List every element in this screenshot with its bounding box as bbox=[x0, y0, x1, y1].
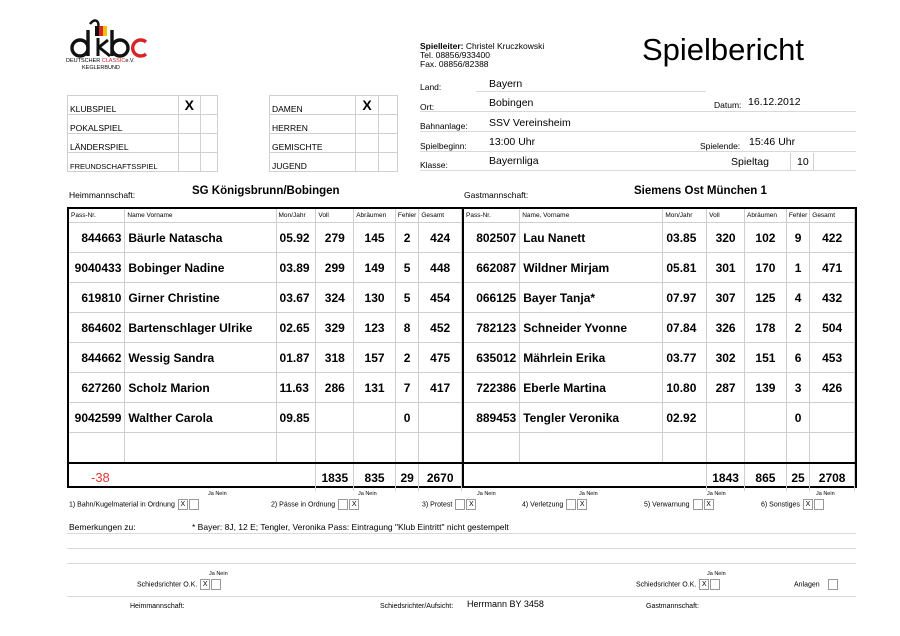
gender-label: GEMISCHTE bbox=[270, 134, 356, 153]
player-voll: 287 bbox=[707, 373, 745, 403]
player-mon: 05.81 bbox=[663, 253, 707, 283]
player-row bbox=[69, 343, 462, 373]
player-row bbox=[69, 373, 462, 403]
player-row bbox=[464, 403, 855, 433]
player-pass: 802507 bbox=[464, 223, 520, 253]
player-abr bbox=[354, 433, 396, 464]
check-nein-box[interactable] bbox=[814, 499, 824, 510]
check-item-label: 6) Sonstiges bbox=[761, 501, 800, 509]
player-fehler bbox=[395, 433, 418, 464]
player-mon bbox=[663, 433, 707, 464]
check-item bbox=[644, 499, 714, 510]
player-voll: 329 bbox=[316, 313, 354, 343]
gender-blank bbox=[378, 153, 397, 172]
col-fehler: Fehler bbox=[786, 209, 809, 223]
player-fehler: 2 bbox=[395, 223, 418, 253]
player-voll bbox=[316, 403, 354, 433]
match-type-grid bbox=[67, 95, 218, 172]
player-row bbox=[464, 373, 855, 403]
player-row bbox=[69, 253, 462, 283]
player-abr: 123 bbox=[354, 313, 396, 343]
player-abr bbox=[745, 433, 787, 464]
player-abr: 170 bbox=[745, 253, 787, 283]
footer-schiri-ok-left bbox=[137, 579, 221, 590]
player-name: Bayer Tanja* bbox=[520, 283, 663, 313]
guest-total-voll: 1843 bbox=[707, 463, 745, 491]
player-row bbox=[464, 433, 855, 464]
player-mon: 09.85 bbox=[276, 403, 316, 433]
score-table bbox=[67, 207, 857, 488]
player-mon: 03.77 bbox=[663, 343, 707, 373]
check-item-label: 1) Bahn/Kugelmaterial in Ordnung bbox=[69, 501, 175, 509]
match-type-mark[interactable]: X bbox=[178, 96, 200, 115]
player-gesamt: 471 bbox=[810, 253, 855, 283]
check-ja-nein-header: Ja Nein bbox=[579, 491, 598, 497]
guest-table bbox=[464, 209, 855, 491]
match-type-label: LÄNDERSPIEL bbox=[68, 134, 179, 153]
player-gesamt bbox=[810, 433, 855, 464]
info-datum-label: Datum: bbox=[714, 100, 742, 110]
info-bahnanlage-value: SSV Vereinsheim bbox=[489, 117, 571, 129]
check-ja-nein-header: Ja Nein bbox=[208, 491, 227, 497]
guest-body bbox=[464, 223, 855, 464]
player-name bbox=[520, 433, 663, 464]
player-pass: 782123 bbox=[464, 313, 520, 343]
footer-ja-nein-left: Ja Nein bbox=[209, 571, 228, 577]
gender-label: HERREN bbox=[270, 115, 356, 134]
player-row bbox=[464, 223, 855, 253]
player-mon: 03.85 bbox=[663, 223, 707, 253]
match-type-mark[interactable] bbox=[178, 153, 200, 172]
dkbc-logo bbox=[68, 16, 150, 72]
check-ja-nein-header: Ja Nein bbox=[358, 491, 377, 497]
check-nein-box[interactable]: X bbox=[577, 499, 587, 510]
player-name: Bobinger Nadine bbox=[125, 253, 276, 283]
footer-schiri-name: Herrmann BY 3458 bbox=[467, 599, 544, 609]
player-pass: 635012 bbox=[464, 343, 520, 373]
footer-schiri-ok-right-label: Schiedsrichter O.K. bbox=[636, 581, 697, 589]
player-abr: 125 bbox=[745, 283, 787, 313]
player-voll: 326 bbox=[707, 313, 745, 343]
player-pass: 627260 bbox=[69, 373, 125, 403]
guest-team-label: Gastmannschaft: bbox=[464, 190, 529, 200]
footer-heim-label: Heimmannschaft: bbox=[130, 603, 185, 610]
logo-figure-icon bbox=[68, 16, 150, 58]
info-land-label: Land: bbox=[420, 82, 442, 92]
info-land-value: Bayern bbox=[489, 78, 523, 90]
col-abr: Abräumen bbox=[354, 209, 396, 223]
player-gesamt: 452 bbox=[419, 313, 462, 343]
check-item bbox=[522, 499, 587, 510]
player-row bbox=[69, 283, 462, 313]
col-abr: Abräumen bbox=[745, 209, 787, 223]
info-klasse-line bbox=[420, 170, 856, 171]
info-datum-value: 16.12.2012 bbox=[748, 96, 801, 108]
home-total-gesamt: 2670 bbox=[419, 463, 462, 491]
check-nein-box[interactable]: X bbox=[349, 499, 359, 510]
player-gesamt: 475 bbox=[419, 343, 462, 373]
player-row bbox=[464, 313, 855, 343]
player-voll: 279 bbox=[316, 223, 354, 253]
score-difference: -38 bbox=[69, 463, 316, 491]
player-row bbox=[69, 433, 462, 464]
info-ort-label: Ort: bbox=[420, 102, 435, 112]
player-gesamt bbox=[810, 403, 855, 433]
col-voll: Voll bbox=[316, 209, 354, 223]
home-total-fehler: 29 bbox=[395, 463, 418, 491]
player-pass: 9040433 bbox=[69, 253, 125, 283]
player-row bbox=[69, 223, 462, 253]
guest-total-row bbox=[464, 463, 855, 491]
player-name: Wildner Mirjam bbox=[520, 253, 663, 283]
player-mon: 01.87 bbox=[276, 343, 316, 373]
info-land-line bbox=[476, 91, 706, 92]
info-spielende-value: 15:46 Uhr bbox=[749, 136, 796, 148]
check-ja-nein-header: Ja Nein bbox=[816, 491, 835, 497]
player-fehler: 9 bbox=[786, 223, 809, 253]
footer-schiri-ok-right bbox=[636, 579, 720, 590]
player-pass: 9042599 bbox=[69, 403, 125, 433]
home-total-abr: 835 bbox=[354, 463, 396, 491]
player-pass bbox=[464, 433, 520, 464]
match-type-label: POKALSPIEL bbox=[68, 115, 179, 134]
guest-total-gesamt: 2708 bbox=[810, 463, 855, 491]
home-body bbox=[69, 223, 462, 464]
home-header-row bbox=[69, 209, 462, 223]
player-voll: 320 bbox=[707, 223, 745, 253]
player-abr: 157 bbox=[354, 343, 396, 373]
player-mon: 02.92 bbox=[663, 403, 707, 433]
player-fehler: 0 bbox=[786, 403, 809, 433]
check-ja-box[interactable]: X bbox=[803, 499, 813, 510]
player-abr: 139 bbox=[745, 373, 787, 403]
player-abr bbox=[354, 403, 396, 433]
player-name: Bäurle Natascha bbox=[125, 223, 276, 253]
player-voll: 302 bbox=[707, 343, 745, 373]
player-fehler: 2 bbox=[786, 313, 809, 343]
gender-label: DAMEN bbox=[270, 96, 356, 115]
info-spielbeginn-value: 13:00 Uhr bbox=[489, 136, 536, 148]
player-abr: 130 bbox=[354, 283, 396, 313]
player-voll: 301 bbox=[707, 253, 745, 283]
info-klasse-label: Klasse: bbox=[420, 160, 448, 170]
match-type-label: FREUNDSCHAFTSSPIEL bbox=[68, 153, 179, 172]
player-gesamt bbox=[419, 403, 462, 433]
match-type-blank bbox=[200, 115, 218, 134]
contact-fax: Fax. 08856/82388 bbox=[420, 59, 489, 69]
player-name: Lau Nanett bbox=[520, 223, 663, 253]
check-ja-nein-header: Ja Nein bbox=[477, 491, 496, 497]
check-ja-nein-header: Ja Nein bbox=[707, 491, 726, 497]
player-voll: 299 bbox=[316, 253, 354, 283]
player-pass: 844663 bbox=[69, 223, 125, 253]
player-voll: 286 bbox=[316, 373, 354, 403]
guest-total-abr: 865 bbox=[745, 463, 787, 491]
player-fehler: 3 bbox=[786, 373, 809, 403]
player-pass: 619810 bbox=[69, 283, 125, 313]
logo-line1-c: e.V. bbox=[125, 58, 135, 64]
player-voll: 307 bbox=[707, 283, 745, 313]
player-row bbox=[464, 283, 855, 313]
player-fehler: 0 bbox=[395, 403, 418, 433]
guest-team-name: Siemens Ost München 1 bbox=[634, 185, 767, 197]
info-spielbeginn-label: Spielbeginn: bbox=[420, 141, 467, 151]
col-gesamt: Gesamt bbox=[419, 209, 462, 223]
col-pass: Pass-Nr. bbox=[69, 209, 125, 223]
player-mon: 03.67 bbox=[276, 283, 316, 313]
player-mon: 10.80 bbox=[663, 373, 707, 403]
check-item bbox=[422, 499, 476, 510]
info-spielende-label: Spielende: bbox=[700, 141, 741, 151]
footer-schiri-label: Schiedsrichter/Aufsicht: bbox=[380, 603, 454, 610]
player-pass: 844662 bbox=[69, 343, 125, 373]
player-abr bbox=[745, 403, 787, 433]
player-name: Walther Carola bbox=[125, 403, 276, 433]
player-fehler: 5 bbox=[395, 283, 418, 313]
logo-line1-b: CLASSIC bbox=[101, 58, 126, 64]
player-gesamt: 453 bbox=[810, 343, 855, 373]
player-name: Tengler Veronika bbox=[520, 403, 663, 433]
info-spieltag-label: Spieltag bbox=[731, 156, 769, 168]
player-fehler: 2 bbox=[395, 343, 418, 373]
player-name: Schneider Yvonne bbox=[520, 313, 663, 343]
remarks-label: Bemerkungen zu: bbox=[69, 522, 136, 532]
logo-line1-a: DEUTSCHER bbox=[66, 58, 101, 64]
player-gesamt: 426 bbox=[810, 373, 855, 403]
player-abr: 102 bbox=[745, 223, 787, 253]
match-type-mark[interactable] bbox=[178, 115, 200, 134]
player-mon: 05.92 bbox=[276, 223, 316, 253]
check-nein-box[interactable]: X bbox=[704, 499, 714, 510]
gender-blank bbox=[378, 96, 397, 115]
gender-blank bbox=[378, 134, 397, 153]
logo-line1 bbox=[66, 58, 135, 64]
player-name bbox=[125, 433, 276, 464]
player-gesamt: 422 bbox=[810, 223, 855, 253]
player-name: Bartenschlager Ulrike bbox=[125, 313, 276, 343]
footer-sign-line bbox=[67, 596, 856, 597]
player-name: Scholz Marion bbox=[125, 373, 276, 403]
check-ja-box[interactable]: X bbox=[178, 499, 188, 510]
gender-mark[interactable] bbox=[356, 153, 379, 172]
info-ort-value: Bobingen bbox=[489, 97, 534, 109]
check-item-label: 4) Verletzung bbox=[522, 501, 564, 509]
remarks-line-2 bbox=[67, 548, 856, 549]
player-pass: 889453 bbox=[464, 403, 520, 433]
player-pass: 662087 bbox=[464, 253, 520, 283]
player-mon bbox=[276, 433, 316, 464]
guest-total-spacer bbox=[464, 463, 707, 491]
player-pass bbox=[69, 433, 125, 464]
player-name: Girner Christine bbox=[125, 283, 276, 313]
player-voll bbox=[316, 433, 354, 464]
match-type-blank bbox=[200, 134, 218, 153]
match-type-mark[interactable] bbox=[178, 134, 200, 153]
guest-total-fehler: 25 bbox=[786, 463, 809, 491]
player-gesamt: 417 bbox=[419, 373, 462, 403]
match-type-blank bbox=[200, 96, 218, 115]
check-item bbox=[761, 499, 824, 510]
footer-left-nein-box[interactable] bbox=[211, 579, 221, 590]
player-abr: 149 bbox=[354, 253, 396, 283]
check-ja-box[interactable] bbox=[566, 499, 576, 510]
home-table bbox=[69, 209, 462, 491]
home-total-voll: 1835 bbox=[316, 463, 354, 491]
player-fehler: 5 bbox=[395, 253, 418, 283]
check-ja-box[interactable] bbox=[338, 499, 348, 510]
player-row bbox=[69, 403, 462, 433]
player-row bbox=[69, 313, 462, 343]
home-total-row bbox=[69, 463, 462, 491]
check-item bbox=[271, 499, 359, 510]
player-name: Eberle Martina bbox=[520, 373, 663, 403]
check-ja-box[interactable] bbox=[693, 499, 703, 510]
match-type-blank bbox=[200, 153, 218, 172]
col-name: Name, Vorname bbox=[520, 209, 663, 223]
check-item-label: 5) Verwarnung bbox=[644, 501, 690, 509]
remarks-line-3 bbox=[67, 563, 856, 564]
player-mon: 02.65 bbox=[276, 313, 316, 343]
check-nein-box[interactable] bbox=[189, 499, 199, 510]
footer-left-ja-box[interactable]: X bbox=[200, 579, 210, 590]
player-fehler bbox=[786, 433, 809, 464]
player-gesamt: 454 bbox=[419, 283, 462, 313]
page-title: Spielbericht bbox=[642, 32, 804, 67]
home-team-name: SG Königsbrunn/Bobingen bbox=[192, 185, 340, 197]
spieltag-box bbox=[790, 153, 814, 170]
player-name: Mährlein Erika bbox=[520, 343, 663, 373]
gender-mark[interactable]: X bbox=[356, 96, 379, 115]
player-fehler: 1 bbox=[786, 253, 809, 283]
gender-blank bbox=[378, 115, 397, 134]
check-ja-box[interactable] bbox=[455, 499, 465, 510]
check-item bbox=[69, 499, 199, 510]
col-mon: Mon/Jahr bbox=[276, 209, 316, 223]
info-ort-line bbox=[420, 111, 856, 112]
player-voll bbox=[707, 433, 745, 464]
player-fehler: 7 bbox=[395, 373, 418, 403]
player-gesamt: 448 bbox=[419, 253, 462, 283]
gender-mark[interactable] bbox=[356, 134, 379, 153]
player-gesamt: 504 bbox=[810, 313, 855, 343]
check-item-label: 3) Protest bbox=[422, 501, 453, 509]
footer-right-ja-box[interactable]: X bbox=[699, 579, 709, 590]
footer-anlagen-label: Anlagen bbox=[794, 581, 820, 589]
info-bahnanlage-label: Bahnanlage: bbox=[420, 121, 468, 131]
home-team-label: Heimmannschaft: bbox=[69, 190, 136, 200]
contact-tel: Tel. 08856/933400 bbox=[420, 50, 490, 60]
player-gesamt: 432 bbox=[810, 283, 855, 313]
player-voll bbox=[707, 403, 745, 433]
info-spieltag-value: 10 bbox=[797, 156, 809, 168]
remarks-text: * Bayer: 8J, 12 E; Tengler, Veronika Pass: Eintragung "Klub Eintritt" nicht gestempelt bbox=[192, 522, 509, 532]
col-name: Name Vorname bbox=[125, 209, 276, 223]
contact-block bbox=[420, 42, 544, 69]
footer-ja-nein-right: Ja Nein bbox=[707, 571, 726, 577]
col-voll: Voll bbox=[707, 209, 745, 223]
player-fehler: 8 bbox=[395, 313, 418, 343]
player-gesamt: 424 bbox=[419, 223, 462, 253]
check-nein-box[interactable]: X bbox=[466, 499, 476, 510]
player-pass: 066125 bbox=[464, 283, 520, 313]
player-abr: 145 bbox=[354, 223, 396, 253]
player-mon: 07.84 bbox=[663, 313, 707, 343]
player-voll: 318 bbox=[316, 343, 354, 373]
info-spielbeginn-line bbox=[420, 151, 856, 152]
player-pass: 722386 bbox=[464, 373, 520, 403]
player-voll: 324 bbox=[316, 283, 354, 313]
col-gesamt: Gesamt bbox=[810, 209, 855, 223]
contact-name: Christel Kruczkowski bbox=[465, 41, 545, 51]
info-bahnanlage-line bbox=[420, 131, 856, 132]
logo-line2: KEGLERBUND bbox=[82, 65, 120, 71]
player-abr: 151 bbox=[745, 343, 787, 373]
player-abr: 178 bbox=[745, 313, 787, 343]
footer-anlagen bbox=[794, 579, 838, 590]
col-fehler: Fehler bbox=[395, 209, 418, 223]
player-fehler: 6 bbox=[786, 343, 809, 373]
gender-label: JUGEND bbox=[270, 153, 356, 172]
player-fehler: 4 bbox=[786, 283, 809, 313]
footer-gast-label: Gastmannschaft: bbox=[646, 603, 699, 610]
footer-right-nein-box[interactable] bbox=[710, 579, 720, 590]
player-gesamt bbox=[419, 433, 462, 464]
player-abr: 131 bbox=[354, 373, 396, 403]
player-pass: 864602 bbox=[69, 313, 125, 343]
col-pass: Pass-Nr. bbox=[464, 209, 520, 223]
player-mon: 11.63 bbox=[276, 373, 316, 403]
gender-grid bbox=[269, 95, 398, 172]
player-row bbox=[464, 253, 855, 283]
player-row bbox=[464, 343, 855, 373]
contact-label: Spielleiter: bbox=[420, 41, 464, 51]
remarks-line-1 bbox=[67, 533, 856, 534]
footer-anlagen-box[interactable] bbox=[828, 579, 838, 590]
footer-schiri-ok-left-label: Schiedsrichter O.K. bbox=[137, 581, 198, 589]
match-type-label: KLUBSPIEL bbox=[68, 96, 179, 115]
gender-mark[interactable] bbox=[356, 115, 379, 134]
check-item-label: 2) Pässe in Ordnung bbox=[271, 501, 336, 509]
player-mon: 07.97 bbox=[663, 283, 707, 313]
info-klasse-value: Bayernliga bbox=[489, 155, 539, 167]
guest-header-row bbox=[464, 209, 855, 223]
player-mon: 03.89 bbox=[276, 253, 316, 283]
player-name: Wessig Sandra bbox=[125, 343, 276, 373]
col-mon: Mon/Jahr bbox=[663, 209, 707, 223]
